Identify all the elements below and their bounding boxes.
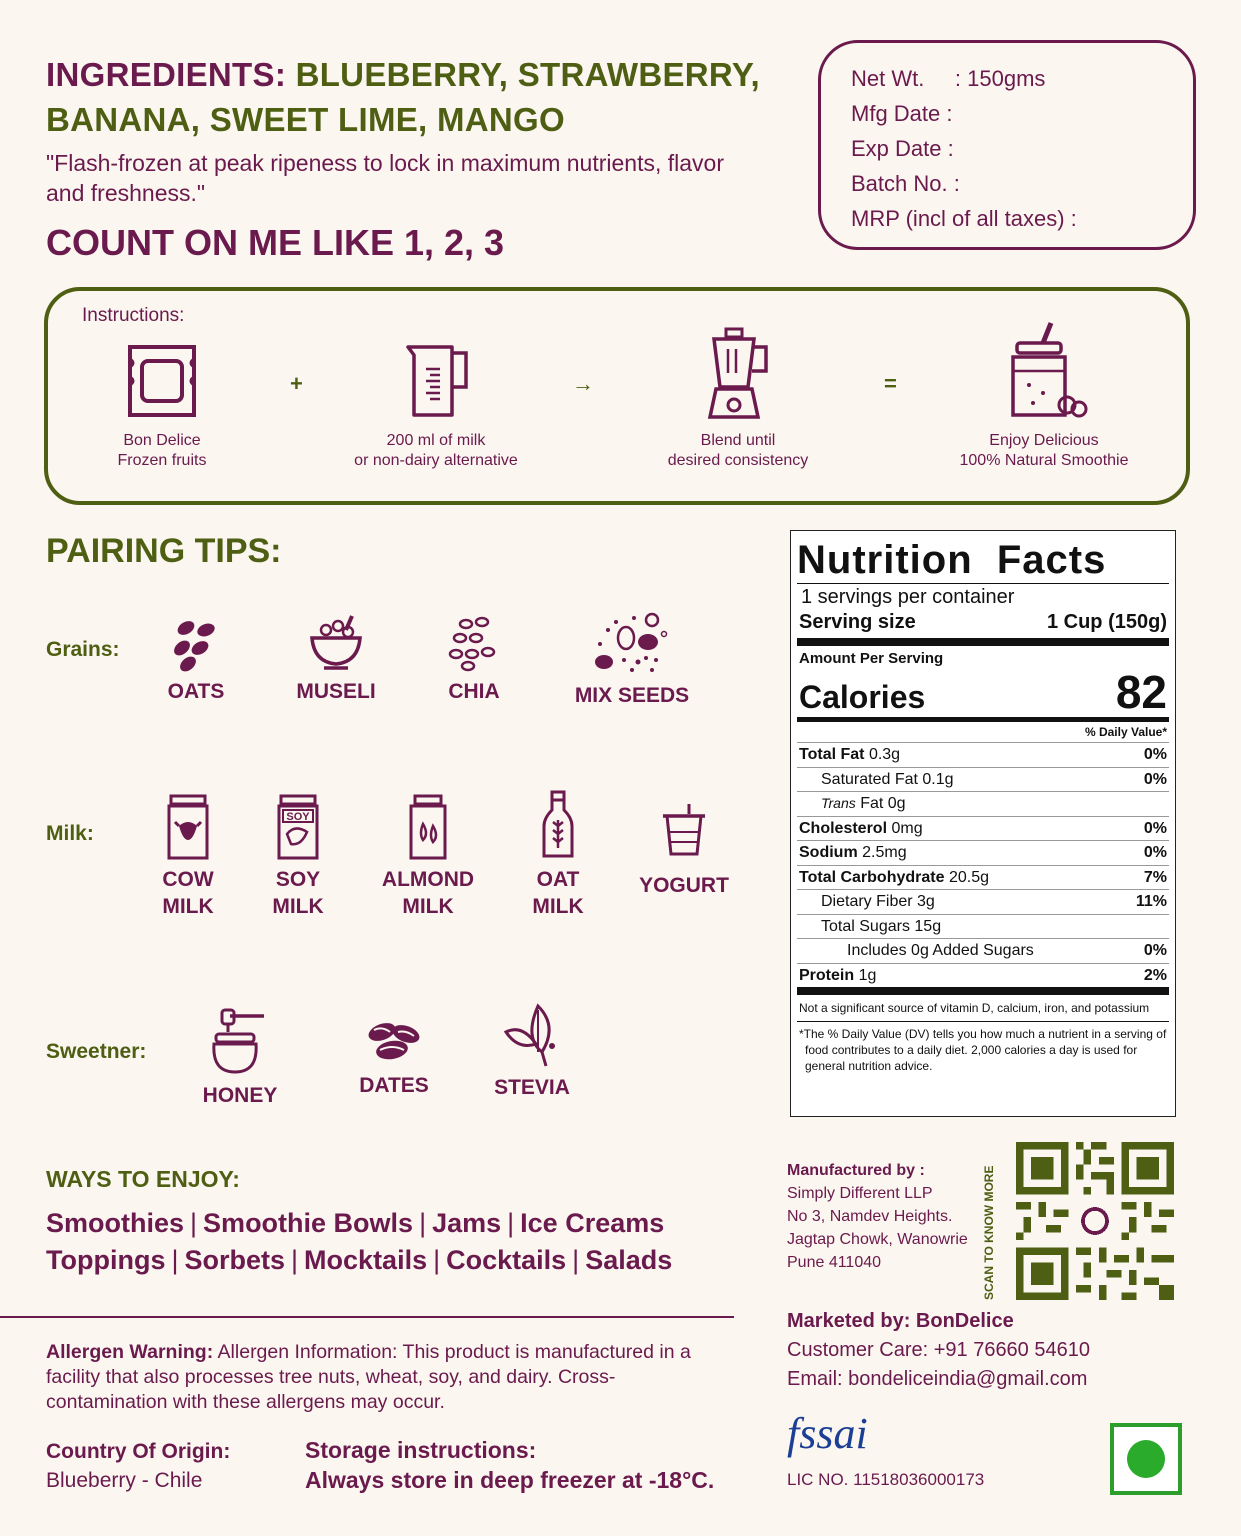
pair-oats (126, 612, 266, 705)
sweetener-label-text: STEVIA (494, 1076, 570, 1099)
milk-label-text (614, 872, 754, 899)
instructions-title: Instructions: (82, 305, 185, 326)
ingredients-list: BLUEBERRY, STRAWBERRY, BANANA, SWEET LIME, MANGO (46, 56, 760, 138)
yogurt-l1: YOGURT (639, 874, 729, 897)
stevia-leaf-icon (502, 1002, 562, 1068)
step-enjoy-line1: Enjoy Delicious (989, 432, 1099, 449)
nutrient-dv: 11% (1135, 893, 1167, 910)
pair-chia (404, 612, 544, 705)
oat-milk-bottle-icon (538, 790, 578, 860)
nutrient-name: Saturated Fat (821, 770, 918, 788)
nutrient-amount: 20.5g (948, 868, 989, 886)
license-number: LIC NO. 11518036000173 (787, 1470, 985, 1489)
way-item: Smoothie Bowls (203, 1208, 414, 1238)
milk-label: Milk: (46, 822, 94, 845)
milk-label-text (228, 866, 368, 920)
nutrient-amount: 1g (858, 966, 877, 984)
email-contact[interactable]: Email: bondeliceindia@gmail.com (787, 1368, 1088, 1390)
nutrient-row (797, 964, 1169, 996)
qr-code-icon[interactable] (1016, 1142, 1174, 1300)
way-separator: | (190, 1208, 198, 1238)
step-blend-line1: Blend until (700, 432, 776, 449)
ways-line-2 (46, 1245, 672, 1276)
soy-carton-icon (273, 794, 323, 860)
arrow-operator: → (572, 371, 594, 396)
serving-size-label: Serving size (799, 611, 916, 633)
nutrient-row (797, 866, 1169, 891)
ways-title: WAYS TO ENJOY: (46, 1166, 240, 1192)
nutrient-dv: 0% (1143, 844, 1167, 861)
manufactured-by-title: Manufactured by : (787, 1162, 925, 1179)
soy-carton-text: SOY (286, 811, 310, 823)
plus-operator: + (290, 371, 303, 396)
grain-label: MIX SEEDS (574, 684, 690, 707)
mrp: MRP (incl of all taxes) : (851, 206, 1077, 231)
mfg-line: No 3, Namdev Heights. (787, 1208, 953, 1225)
way-separator: | (507, 1208, 515, 1238)
way-item: Ice Creams (520, 1208, 665, 1238)
cow-milk-l1: COW (162, 868, 214, 891)
nutrient-row (797, 817, 1169, 842)
almond-milk-l2: MILK (402, 895, 454, 918)
step-enjoy-line2: 100% Natural Smoothie (959, 452, 1129, 469)
tagline: "Flash-frozen at peak ripeness to lock in maximum nutrients, flavor and freshness." (46, 150, 724, 206)
daily-value-header: % Daily Value* (797, 722, 1169, 743)
fssai-logo: fssai (787, 1409, 868, 1458)
instructions-box (44, 287, 1190, 505)
cow-milk-l2: MILK (162, 895, 214, 918)
origin-value: Blueberry - Chile (46, 1469, 203, 1492)
step-blend-line2: desired consistency (667, 452, 809, 469)
net-weight: Net Wt. : 150gms (851, 66, 1046, 91)
veg-mark-icon (1110, 1423, 1182, 1495)
slogan: COUNT ON ME LIKE 1, 2, 3 (46, 222, 505, 263)
way-separator: | (291, 1245, 299, 1275)
section-divider (0, 1316, 734, 1318)
sweetener-label: Sweetner: (46, 1040, 147, 1063)
nutrient-row (797, 915, 1169, 940)
pairing-title: PAIRING TIPS: (46, 532, 282, 570)
smoothie-jar-icon (999, 321, 1089, 421)
pair-honey (170, 1006, 310, 1109)
nutrient-name: Includes 0g Added Sugars (847, 942, 1034, 959)
nutrition-facts-panel (790, 530, 1176, 1117)
way-separator: | (419, 1208, 427, 1238)
serving-size-value: 1 Cup (150g) (1046, 611, 1167, 633)
mfg-date: Mfg Date : (851, 101, 953, 126)
way-separator: | (171, 1245, 179, 1275)
nutrient-dv: 7% (1143, 868, 1167, 886)
grain-label: OATS (167, 680, 225, 703)
nutrient-row (797, 792, 1169, 817)
nutrient-name: Cholesterol (799, 819, 888, 837)
sweetener-label-text: DATES (359, 1074, 429, 1097)
pair-stevia (462, 1002, 602, 1101)
grain-label: CHIA (448, 680, 500, 703)
nutrient-amount: Fat 0g (860, 795, 906, 812)
mixed-seeds-icon (594, 612, 670, 676)
step-milk-line1: 200 ml of milk (386, 432, 486, 449)
nutrient-name: Total Fat (799, 746, 865, 763)
customer-care: Customer Care: +91 76660 54610 (787, 1339, 1090, 1361)
marketed-by: Marketed by: BonDelice (787, 1310, 1014, 1332)
way-separator: | (433, 1245, 441, 1275)
nutrition-footnote-2: *The % Daily Value (DV) tells you how much a nutrient in a serving of food contributes to a daily diet. 2,000 calories a day is used for general nutrition advice. (797, 1021, 1169, 1074)
grains-label: Grains: (46, 638, 120, 661)
almond-milk-l1: ALMOND (381, 868, 475, 891)
nutrient-amount: 0mg (891, 819, 923, 837)
mfg-line: Simply Different LLP (787, 1185, 933, 1202)
pair-almond-milk (358, 794, 498, 920)
nutrient-amount: 0.3g (868, 746, 901, 763)
nutrient-dv: 0% (1143, 770, 1167, 788)
blender-icon (698, 325, 778, 421)
mfg-line: Pune 411040 (787, 1254, 882, 1271)
nutrient-dv: 0% (1143, 819, 1167, 837)
mfg-line: Jagtap Chowk, Wanowrie (787, 1231, 968, 1248)
product-info-box (818, 40, 1196, 250)
batch-no: Batch No. : (851, 171, 960, 196)
step-milk (316, 341, 556, 471)
nutrient-dv: 0% (1143, 746, 1167, 763)
milk-label-text (358, 866, 498, 920)
pair-mix-seeds (562, 612, 702, 709)
amount-per-serving: Amount Per Serving (799, 650, 944, 667)
nutrient-dv: 2% (1143, 966, 1167, 984)
allergen-warning (46, 1340, 726, 1415)
step-blend (618, 325, 858, 471)
way-item: Cocktails (446, 1245, 567, 1275)
frozen-pack-icon (122, 341, 202, 421)
serving-size-row (797, 611, 1169, 646)
servings-per-container: 1 servings per container (801, 586, 1015, 608)
ingredients-label: INGREDIENTS: (46, 56, 287, 93)
grain-label: MUSELI (296, 680, 376, 703)
nutrient-amount: 3g (917, 893, 935, 910)
oat-milk-l2: MILK (532, 895, 584, 918)
milk-carton-icon (163, 794, 213, 860)
allergen-label: Allergen Warning: (46, 1341, 214, 1363)
nutrient-amount: 2.5mg (862, 844, 907, 861)
way-item: Mocktails (304, 1245, 428, 1275)
way-item: Sorbets (184, 1245, 286, 1275)
nutrient-dv: 0% (1143, 942, 1167, 959)
way-item: Toppings (46, 1245, 166, 1275)
nutrient-row (797, 939, 1169, 964)
calories-value: 82 (1115, 666, 1167, 718)
ways-line-1 (46, 1208, 664, 1239)
oat-milk-l1: OAT (536, 868, 580, 891)
nutrient-amount: 0.1g (922, 770, 954, 788)
nutrient-row (797, 841, 1169, 866)
step-milk-line2: or non-dairy alternative (354, 452, 518, 469)
step-enjoy (924, 321, 1164, 471)
storage-value: Always store in deep freezer at -18°C. (305, 1467, 715, 1493)
nutrient-row (797, 890, 1169, 915)
nutrient-name: Total Sugars (821, 917, 910, 935)
allergen-text: Allergen Information: This product is manufactured in a facility that also processes tree nuts, wheat, soy, and dairy. Cross-contamination with these allergens may occur. (46, 1341, 691, 1413)
nutrient-name: Trans (821, 795, 856, 811)
yogurt-cup-icon (659, 802, 709, 858)
sweetener-label-text: HONEY (202, 1084, 278, 1107)
nutrient-name: Protein (799, 966, 855, 984)
nutrient-name: Total Carbohydrate (799, 868, 945, 886)
soy-milk-l2: MILK (272, 895, 324, 918)
soy-milk-l1: SOY (275, 868, 321, 891)
nutrition-footnote-1: Not a significant source of vitamin D, calcium, iron, and potassium (799, 1001, 1150, 1015)
way-item: Salads (585, 1245, 673, 1275)
pair-oat-milk (488, 790, 628, 920)
step-frozen-line1: Bon Delice (123, 432, 201, 449)
pair-dates (324, 1016, 464, 1099)
origin-title: Country Of Origin: (46, 1440, 231, 1463)
milk-label-text (488, 866, 628, 920)
nutrition-title: Nutrition Facts (797, 537, 1169, 584)
exp-date: Exp Date : (851, 136, 954, 161)
pair-soy-milk (228, 794, 368, 920)
step-frozen-line2: Frozen fruits (117, 452, 207, 469)
storage-title: Storage instructions: (305, 1437, 537, 1463)
measuring-jug-icon (396, 341, 476, 421)
way-separator: | (572, 1245, 580, 1275)
pair-museli (266, 612, 406, 705)
nutrient-row (797, 768, 1169, 793)
nutrient-name: Dietary Fiber (821, 893, 913, 910)
ingredients-heading (46, 52, 786, 142)
pair-yogurt (614, 802, 754, 899)
step-frozen-fruits (42, 341, 282, 471)
calories-label: Calories (799, 679, 926, 715)
veg-dot (1127, 1440, 1165, 1478)
way-item: Jams (432, 1208, 502, 1238)
chia-seeds-icon (444, 612, 504, 672)
equals-operator: = (884, 371, 897, 396)
scan-to-know-more: SCAN TO KNOW MORE (982, 1165, 996, 1300)
calories-row (797, 667, 1169, 722)
way-item: Smoothies (46, 1208, 185, 1238)
dates-icon (362, 1016, 426, 1066)
nutrient-row (797, 743, 1169, 768)
honey-jar-icon (208, 1006, 272, 1076)
nutrient-amount: 15g (914, 917, 942, 935)
almond-milk-icon (403, 794, 453, 860)
cereal-bowl-icon (306, 612, 366, 672)
oats-icon (166, 612, 226, 672)
nutrient-name: Sodium (799, 844, 858, 861)
